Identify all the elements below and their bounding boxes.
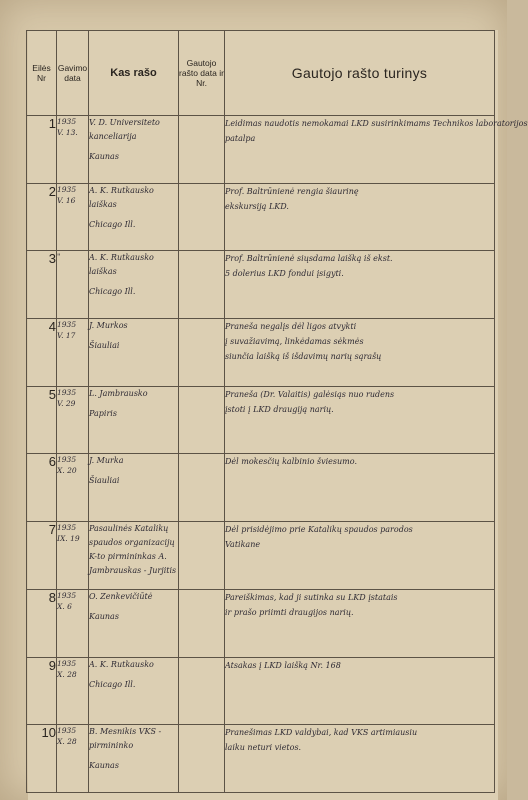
entry-number-text: 6 [48, 454, 56, 470]
receipt-year: " [57, 252, 61, 262]
content-line: patalpa [225, 134, 256, 143]
receipt-date [57, 116, 89, 184]
receipt-date [57, 589, 89, 657]
header-row [27, 31, 495, 116]
receipt-day: X. 20 [57, 466, 77, 476]
receipt-date [57, 319, 89, 387]
sender-cell [89, 589, 179, 657]
content-line: Dėl prisidėjimo prie Katalikų spaudos parodos [225, 525, 413, 535]
content-cell [225, 183, 495, 251]
document-date-number [179, 319, 225, 387]
content-cell [225, 251, 495, 319]
receipt-day: V. 17 [57, 331, 76, 341]
receipt-day: X. 6 [57, 601, 72, 611]
entry-number [27, 657, 57, 725]
table-row [27, 454, 495, 522]
content-line: Praneša (Dr. Valaitis) galėsiąs nuo rudens [225, 389, 395, 399]
sender-place: Kaunas [89, 611, 119, 621]
sender-name: A. K. Rutkausko laiškas [89, 185, 154, 209]
content-cell [225, 657, 495, 725]
receipt-year: 1935 [57, 523, 77, 533]
entry-number-text: 2 [48, 183, 56, 199]
sender-cell [89, 386, 179, 454]
entry-number [27, 183, 57, 251]
entry-number-text: 9 [48, 657, 56, 673]
table-row [27, 725, 495, 793]
sender-place: Kaunas [89, 152, 119, 161]
entry-number-text: 8 [48, 589, 56, 605]
sender-name: J. Murka [89, 456, 124, 466]
header-kas-raso: Kas rašo [89, 31, 179, 116]
content-line: Vatikane [225, 540, 261, 550]
entry-number [27, 725, 57, 793]
receipt-day: V. 13. [57, 128, 78, 137]
entry-number-text: 5 [48, 386, 56, 402]
sender-cell [89, 522, 179, 590]
content-line: Pranešimas LKD valdybai, kad VKS artimiausiu [225, 728, 418, 738]
table-row [27, 522, 495, 590]
sender-cell [89, 116, 179, 184]
document-date-number [179, 522, 225, 590]
entry-number [27, 522, 57, 590]
entry-number [27, 319, 57, 387]
sender-place: Šiauliai [89, 341, 120, 351]
content-line: Pareiškimas, kad ji sutinka su LKD įstatais [225, 592, 398, 602]
sender-place: Chicago Ill. [89, 287, 136, 297]
content-line: Prof. Baltrūnienė siųsdama laišką iš ekst. [225, 254, 393, 264]
sender-place: Papiris [89, 408, 117, 418]
document-date-number [179, 116, 225, 184]
header-gautojo-data: Gautojo rašto data ir Nr. [179, 31, 225, 116]
register-table [26, 30, 528, 793]
content-line: Dėl mokesčių kalbinio šviesumo. [225, 457, 357, 467]
receipt-year: 1935 [57, 726, 77, 736]
content-line: ekskursiją LKD. [225, 201, 289, 211]
receipt-date [57, 454, 89, 522]
content-line: Praneša negalįs dėl ligos atvykti [225, 322, 357, 332]
header-turinys: Gautojo rašto turinys [225, 31, 495, 116]
receipt-year: 1935 [57, 117, 77, 126]
entry-number [27, 386, 57, 454]
document-date-number [179, 183, 225, 251]
sender-name: J. Murkos [89, 321, 128, 331]
content-cell [225, 319, 495, 387]
content-cell [225, 725, 495, 793]
content-line: 5 dolerius LKD fondui įsigyti. [225, 269, 344, 279]
entry-number-text: 1 [48, 116, 56, 131]
table-row [27, 183, 495, 251]
content-cell [225, 589, 495, 657]
receipt-day: IX. 19 [57, 534, 80, 544]
entry-number [27, 116, 57, 184]
content-line: Atsakas į LKD laišką Nr. 168 [225, 660, 341, 670]
sender-cell [89, 183, 179, 251]
table-row [27, 251, 495, 319]
content-line: į suvažiavimą, linkėdamas sėkmės [225, 337, 364, 347]
receipt-day: V. 29 [57, 398, 76, 408]
table-row [27, 657, 495, 725]
sender-cell [89, 454, 179, 522]
sender-place: Šiauliai [89, 476, 120, 486]
content-cell [225, 522, 495, 590]
entry-number [27, 589, 57, 657]
receipt-date [57, 725, 89, 793]
sender-name: B. Mesnikis VKS - pirmininko [89, 727, 162, 751]
content-cell [225, 454, 495, 522]
table-row [27, 319, 495, 387]
content-line: įstoti į LKD draugiją narių. [225, 404, 334, 414]
content-line: Leidimas naudotis nemokamai LKD susirinkimams Technikos laboratorijos [225, 119, 528, 128]
receipt-date [57, 522, 89, 590]
sender-place: Chicago Ill. [89, 679, 136, 689]
content-line: Prof. Baltrūnienė rengia šiaurinę [225, 186, 359, 196]
header-nr: Eilės Nr [27, 31, 57, 116]
receipt-date [57, 251, 89, 319]
content-line: laiku neturi vietos. [225, 743, 302, 753]
entry-number-text: 10 [41, 725, 56, 741]
sender-cell [89, 319, 179, 387]
content-line: siunčia laišką iš išdavimų narių sąrašų [225, 352, 382, 362]
document-date-number [179, 725, 225, 793]
content-cell [225, 386, 495, 454]
entry-number-text: 3 [48, 251, 56, 267]
sender-place: Chicago Ill. [89, 219, 136, 229]
receipt-date [57, 386, 89, 454]
sender-cell [89, 657, 179, 725]
entry-number [27, 454, 57, 522]
sender-name: Pasaulinės Katalikų spaudos organizacijų K-to pirmininkas A. Jambrauskas - Jurjitis [89, 524, 177, 576]
table-row [27, 589, 495, 657]
document-date-number [179, 454, 225, 522]
sender-cell [89, 725, 179, 793]
table-row [27, 116, 495, 184]
content-line: ir prašo priimti draugijos narių. [225, 607, 354, 617]
sender-name: A. K. Rutkausko [89, 659, 154, 669]
document-date-number [179, 589, 225, 657]
receipt-year: 1935 [57, 320, 77, 330]
receipt-date [57, 183, 89, 251]
sender-name: A. K. Rutkausko laiškas [89, 253, 154, 277]
receipt-year: 1935 [57, 590, 77, 600]
header-gavimo-data: Gavimo data [57, 31, 89, 116]
sender-name: O. Zenkevičiūtė [89, 591, 153, 601]
sender-name: V. D. Universiteto kanceliarija [89, 118, 160, 141]
receipt-year: 1935 [57, 658, 77, 668]
receipt-day: X. 28 [57, 737, 77, 747]
sender-place: Kaunas [89, 761, 119, 771]
document-date-number [179, 251, 225, 319]
register-rows [27, 116, 528, 793]
document-date-number [179, 386, 225, 454]
table-row [27, 386, 495, 454]
content-cell [225, 116, 528, 184]
entry-number [27, 251, 57, 319]
receipt-day: X. 28 [57, 669, 77, 679]
sender-cell [89, 251, 179, 319]
entry-number-text: 7 [48, 522, 56, 538]
receipt-year: 1935 [57, 184, 77, 194]
receipt-day: V. 16 [57, 195, 76, 205]
receipt-year: 1935 [57, 387, 77, 397]
document-date-number [179, 657, 225, 725]
receipt-year: 1935 [57, 455, 77, 465]
sender-name: L. Jambrausko [89, 388, 148, 398]
entry-number-text: 4 [48, 319, 56, 335]
receipt-date [57, 657, 89, 725]
